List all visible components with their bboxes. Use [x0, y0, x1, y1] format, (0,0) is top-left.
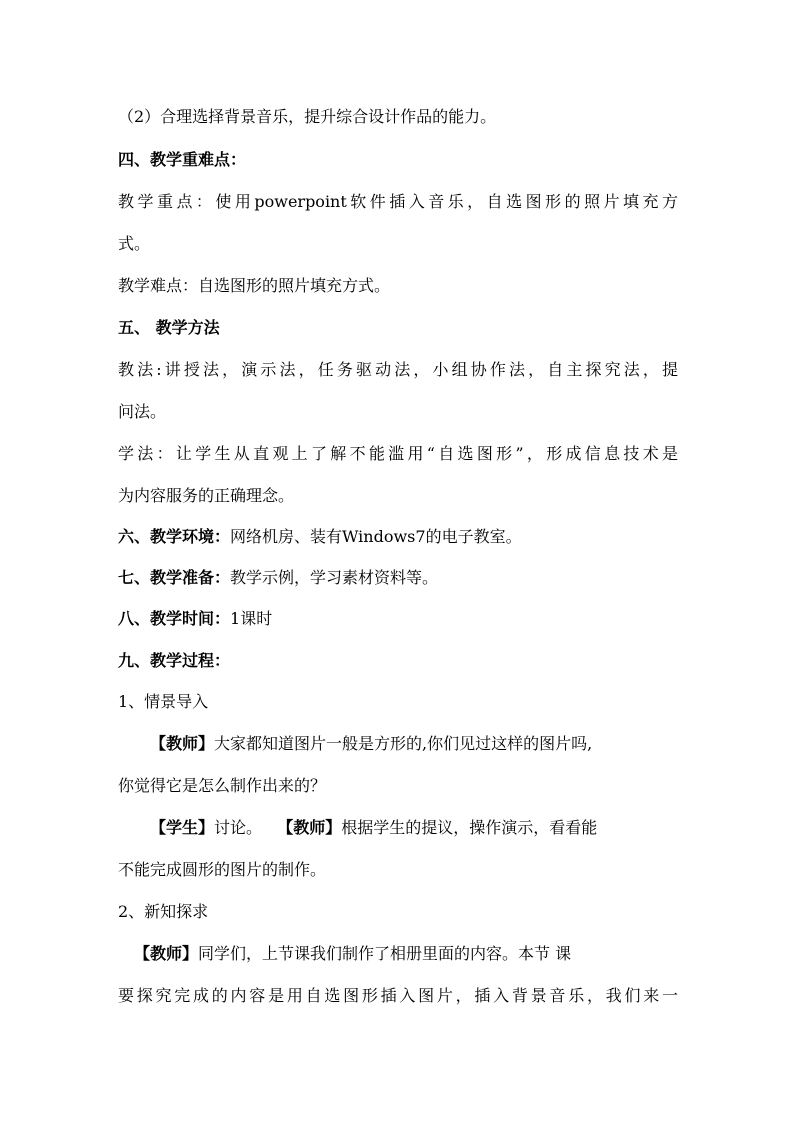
key-point-text: 教学重点：使用powerpoint软件插入音乐，自选图形的照片填充方 — [118, 192, 678, 211]
teacher-text-2: 根据学生的提议，操作演示，看看能 — [341, 818, 598, 837]
preparation-label: 七、教学准备： — [118, 568, 231, 587]
preparation-line — [118, 567, 678, 589]
step-1-teacher-line — [150, 733, 678, 755]
teacher-tag: 【教师】 — [150, 734, 215, 753]
learning-methods-text-cont: 为内容服务的正确理念。 — [118, 486, 295, 505]
time-line — [118, 608, 678, 630]
student-tag: 【学生】 — [150, 818, 215, 837]
teaching-methods-text-cont: 问法。 — [118, 402, 167, 421]
step-1-student-line — [150, 817, 678, 839]
section-heading-key-points: 四、教学重难点： — [118, 150, 247, 169]
step-2-teacher-line — [134, 943, 678, 965]
learning-methods-text: 学法：让学生从直观上了解不能滥用“自选图形”，形成信息技术是 — [118, 444, 678, 463]
step-2-teacher-line-cont: 要探究完成的内容是用自选图形插入图片，插入背景音乐，我们来一 — [118, 986, 678, 1005]
section-heading-methods: 五、 教学方法 — [118, 318, 220, 337]
student-text: 讨论。 — [214, 818, 278, 837]
environment-text: 网络机房、装有Windows7的电子教室。 — [230, 527, 522, 546]
objective-item-2: （2）合理选择背景音乐，提升综合设计作品的能力。 — [118, 107, 497, 126]
teaching-methods-text: 教法:讲授法，演示法，任务驱动法，小组协作法，自主探究法，提 — [118, 360, 678, 379]
difficult-point-text: 教学难点：自选图形的照片填充方式。 — [118, 276, 391, 295]
step-1-teacher-line-cont: 你觉得它是怎么制作出来的？ — [118, 776, 327, 795]
preparation-text: 教学示例，学习素材资料等。 — [230, 568, 439, 587]
environment-line — [118, 526, 678, 548]
key-point-text-cont: 式。 — [118, 234, 151, 253]
step-1-student-line-cont: 不能完成圆形的图片的制作。 — [118, 860, 327, 879]
teacher-text-3: 同学们，上节课我们制作了相册里面的内容。本节 课 — [198, 944, 572, 963]
environment-label: 六、教学环境： — [118, 527, 231, 546]
time-text: 1课时 — [230, 609, 273, 628]
teacher-tag-3: 【教师】 — [134, 944, 199, 963]
step-1-heading: 1、情景导入 — [118, 692, 209, 711]
teacher-text: 大家都知道图片一般是方形的,你们见过这样的图片吗, — [214, 734, 593, 753]
step-2-heading: 2、新知探求 — [118, 902, 209, 921]
section-heading-process: 九、教学过程： — [118, 651, 231, 670]
time-label: 八、教学时间： — [118, 609, 231, 628]
teacher-tag-2: 【教师】 — [277, 818, 342, 837]
